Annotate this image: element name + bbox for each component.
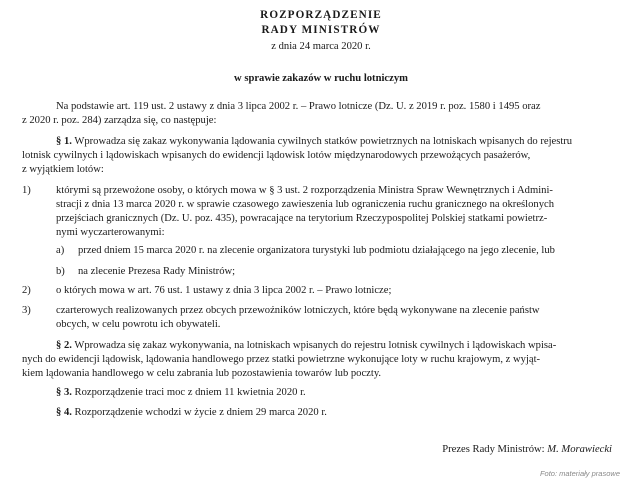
preamble-line-1: Na podstawie art. 119 ust. 2 ustawy z dnia 3 lipca 2002 r. – Prawo lotnicze (Dz. U. z 2019 r. poz. 1580 i 1495 oraz: [56, 101, 541, 112]
signature: [442, 444, 612, 455]
section-2-line-3: kiem lądowania handlowego w celu zabrania lub pozostawienia towarów lub poczty.: [22, 368, 382, 379]
signature-role: Prezes Rady Ministrów:: [442, 444, 545, 455]
item-1-line-1: którymi są przewożone osoby, o których mowa w § 3 ust. 2 rozporządzenia Ministra Spraw Wewnętrznych i Admini-: [56, 185, 553, 196]
section-4-text: Rozporządzenie wchodzi w życie z dniem 29 marca 2020 r.: [74, 407, 327, 418]
section-2-line-1: [56, 339, 556, 352]
item-1-line-3: przejściach granicznych (Dz. U. poz. 435), powracające na terytorium Rzeczypospolitej Polskiej statkami powietrz-: [56, 213, 548, 224]
item-1-number: 1): [22, 185, 31, 196]
photo-credit: Foto: materiały prasowe: [539, 469, 620, 478]
issuer-title: RADY MINISTRÓW: [261, 24, 381, 36]
item-2-text: o których mowa w art. 76 ust. 1 ustawy z dnia 3 lipca 2002 r. – Prawo lotnicze;: [56, 285, 392, 296]
item-1b-letter: b): [56, 266, 65, 277]
section-2-marker: § 2.: [56, 340, 72, 351]
item-1-line-4: nymi wyczarterowanymi:: [56, 227, 165, 238]
signature-name: M. Morawiecki: [547, 444, 612, 455]
section-2-text: Wprowadza się zakaz wykonywania, na lotniskach wpisanych do rejestru lotnisk cywilnych i lądowiskach wpisa-: [74, 340, 557, 351]
item-1a-letter: a): [56, 245, 65, 256]
section-4-marker: § 4.: [56, 407, 72, 418]
item-3-line-1: czarterowych realizowanych przez obcych przewoźników lotniczych, które będą wykonywane na zlecenie państw: [56, 305, 540, 316]
section-1-marker: § 1.: [56, 136, 72, 147]
section-3-marker: § 3.: [56, 387, 72, 398]
item-1b-text: na zlecenie Prezesa Rady Ministrów;: [78, 266, 236, 277]
section-3: [56, 386, 306, 399]
section-3-text: Rozporządzenie traci moc z dniem 11 kwietnia 2020 r.: [74, 387, 306, 398]
section-4: [56, 406, 327, 419]
section-2-line-2: nych do ewidencji lądowisk, lądowania handlowego przez statki powietrzne wykonujące loty w ruchu krajowym, z wyjąt-: [22, 354, 541, 365]
item-2-number: 2): [22, 285, 31, 296]
item-3-number: 3): [22, 305, 31, 316]
item-1a-text: przed dniem 15 marca 2020 r. na zlecenie organizatora turystyki lub podmiotu działającego na jego zlecenie, lub: [78, 245, 555, 256]
section-1-line-2: lotnisk cywilnych i lądowiskach wpisanych do ewidencji lądowisk lotów międzynarodowych przewożących pasażerów,: [22, 150, 531, 161]
document-date: z dnia 24 marca 2020 r.: [271, 41, 371, 52]
section-1-line-3: z wyjątkiem lotów:: [22, 164, 104, 175]
preamble-line-2: z 2020 r. poz. 284) zarządza się, co następuje:: [22, 115, 217, 126]
item-1-line-2: stracji z dnia 13 marca 2020 r. w sprawie czasowego zawieszenia lub ograniczenia ruchu granicznego na określonych: [56, 199, 554, 210]
item-3-line-2: obcych, w celu powrotu ich obywateli.: [56, 319, 221, 330]
section-1-text: Wprowadza się zakaz wykonywania lądowania cywilnych statków powietrznych na lotniskach wpisanych do rejestru: [74, 136, 573, 147]
section-1-line-1: [56, 135, 572, 148]
document-title: ROZPORZĄDZENIE: [260, 9, 382, 21]
document-subject: w sprawie zakazów w ruchu lotniczym: [234, 73, 408, 84]
